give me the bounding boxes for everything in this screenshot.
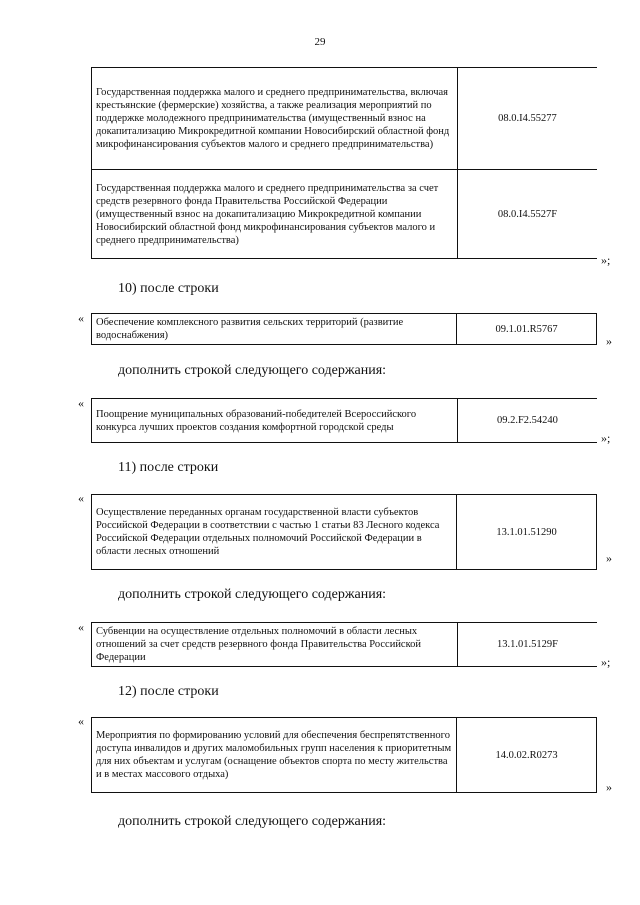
paragraph: 10) после строки (118, 281, 219, 296)
table-row (92, 170, 598, 259)
row-description: Субвенции на осуществление отдельных полномочий в области лесных отношений за счет средств резервного фонда Правительства Российской Федерации (92, 623, 458, 667)
row-code: 09.1.01.R5767 (457, 314, 597, 345)
opening-quote: « (78, 491, 84, 505)
table-row (92, 718, 597, 793)
budget-table-5 (91, 622, 597, 667)
closing-quote: » (606, 334, 612, 348)
budget-table-6 (91, 717, 597, 793)
row-description: Осуществление переданных органам государственной власти субъектов Российской Федерации в соответствии с частью 1 статьи 83 Лесного кодекса Российской Федерации отдельных полномочий Российской Федерации в области лесных отношений (92, 495, 457, 570)
budget-table-2 (91, 313, 597, 345)
closing-quote: » (606, 551, 612, 565)
opening-quote: « (78, 396, 84, 410)
table-row (92, 314, 597, 345)
paragraph: 12) после строки (118, 684, 219, 699)
row-code: 13.1.01.51290 (457, 495, 597, 570)
row-code: 09.2.F2.54240 (457, 399, 597, 443)
opening-quote: « (78, 311, 84, 325)
opening-quote: « (78, 714, 84, 728)
row-description: Поощрение муниципальных образований-победителей Всероссийского конкурса лучших проектов создания комфортной городской среды (92, 399, 458, 443)
paragraph: дополнить строкой следующего содержания: (118, 814, 387, 829)
row-code: 08.0.I4.5527F (457, 170, 597, 259)
row-description: Государственная поддержка малого и среднего предпринимательства за счет средств резервного фонда Правительства Российской Федерации (имущественный взнос на докапитализацию Микрокредитной компании Новосибирский областной фонд микрофинансирования субъектов малого и среднего предпринимательства) (92, 170, 458, 259)
table-row (92, 495, 597, 570)
budget-table-1 (91, 67, 597, 259)
budget-table-4 (91, 494, 597, 570)
row-code: 08.0.I4.55277 (457, 68, 597, 170)
row-description: Мероприятия по формированию условий для обеспечения беспрепятственного доступа инвалидов и других маломобильных групп населения к приоритетным для них объектам и услугам (оснащение объектов спорта по месту жительства и в местах массового отдыха) (92, 718, 457, 793)
closing-quote: »; (601, 655, 611, 669)
row-code: 14.0.02.R0273 (457, 718, 597, 793)
row-description: Государственная поддержка малого и среднего предпринимательства, включая крестьянские (фермерские) хозяйства, а также реализация мероприятий по поддержке молодежного предпринимательства (имущественный взнос на докапитализацию Микрокредитной компании Новосибирский областной фонд микрофинансирования субъектов малого и среднего предпринимательства) (92, 68, 458, 170)
closing-quote: »; (601, 431, 611, 445)
table-row (92, 623, 598, 667)
closing-quote: »; (601, 253, 611, 267)
table-row (92, 399, 598, 443)
page-number: 29 (314, 36, 326, 48)
closing-quote: » (606, 780, 612, 794)
paragraph: дополнить строкой следующего содержания: (118, 587, 387, 602)
table-row (92, 68, 598, 170)
paragraph: дополнить строкой следующего содержания: (118, 363, 387, 378)
budget-table-3 (91, 398, 597, 443)
row-description: Обеспечение комплексного развития сельских территорий (развитие водоснабжения) (92, 314, 457, 345)
opening-quote: « (78, 620, 84, 634)
row-code: 13.1.01.5129F (457, 623, 597, 667)
paragraph: 11) после строки (118, 460, 219, 475)
